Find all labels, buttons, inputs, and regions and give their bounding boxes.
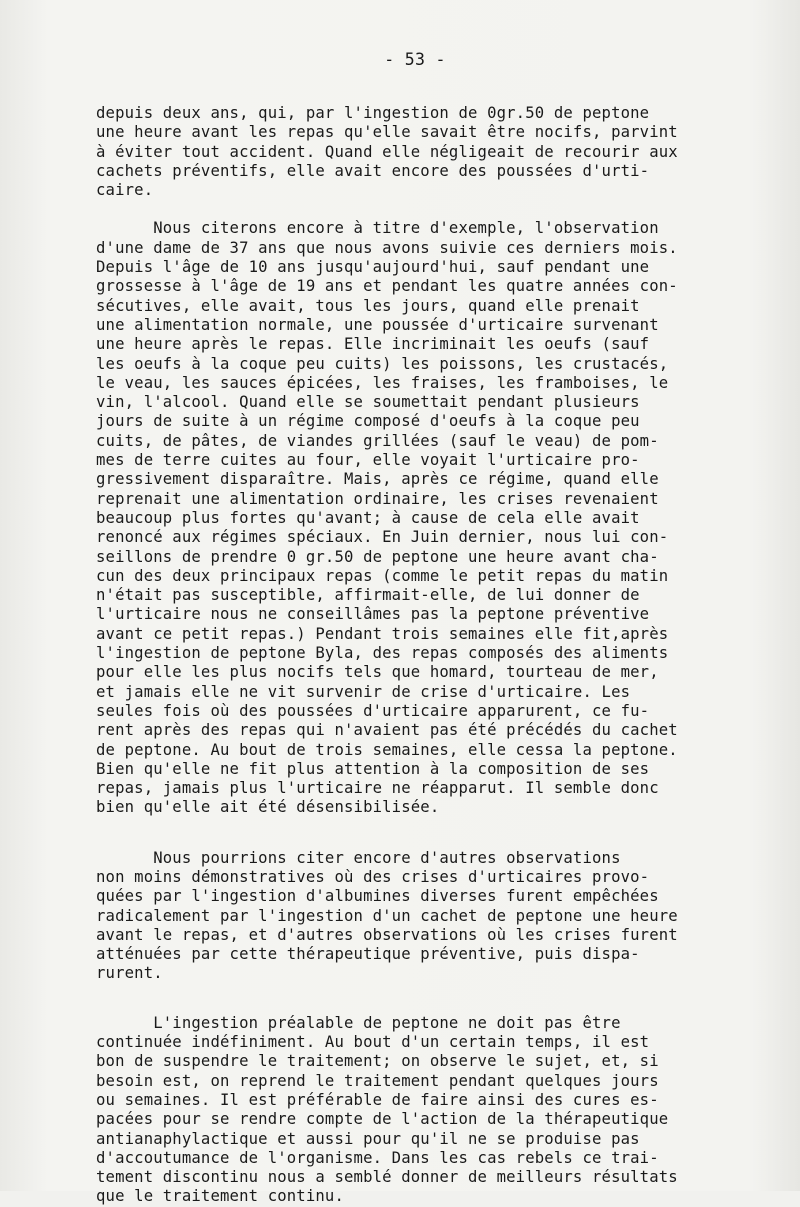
text-line: cun des deux principaux repas (comme le petit repas du matin <box>96 566 669 585</box>
text-line: le veau, les sauces épicées, les fraises, les framboises, le <box>96 373 669 392</box>
text-line: renoncé aux régimes spéciaux. En Juin dernier, nous lui con- <box>96 528 669 547</box>
text-line: Bien qu'elle ne fit plus attention à la composition de ses <box>96 759 650 778</box>
text-line: seules fois où des poussées d'urticaire apparurent, ce fu- <box>96 701 650 720</box>
text-line: d'accoutumance de l'organisme. Dans les cas rebels ce trai- <box>96 1148 659 1167</box>
text-line: cachets préventifs, elle avait encore des poussées d'urti- <box>96 161 650 180</box>
paragraph-3 <box>96 849 786 984</box>
text-line: gressivement disparaître. Mais, après ce régime, quand elle <box>96 470 659 489</box>
text-line: seillons de prendre 0 gr.50 de peptone une heure avant cha- <box>96 547 659 566</box>
paragraph-2 <box>96 219 786 817</box>
text-line: Depuis l'âge de 10 ans jusqu'aujourd'hui, sauf pendant une <box>96 258 650 277</box>
text-line: caire. <box>96 181 154 200</box>
text-line: de peptone. Au bout de trois semaines, elle cessa la peptone. <box>96 740 678 759</box>
text-line: rurent. <box>96 964 163 983</box>
text-line: depuis deux ans, qui, par l'ingestion de 0gr.50 de peptone <box>96 104 650 122</box>
text-line: jours de suite à un régime composé d'oeufs à la coque peu <box>96 412 640 431</box>
text-line: une heure après le repas. Elle incriminait les oeufs (sauf <box>96 335 650 354</box>
text-line: sécutives, elle avait, tous les jours, quand elle prenait <box>96 296 640 315</box>
text-line: beaucoup plus fortes qu'avant; à cause de cela elle avait <box>96 508 640 527</box>
text-line: L'ingestion préalable de peptone ne doit pas être <box>96 1013 621 1032</box>
text-line: quées par l'ingestion d'albumines diverses furent empêchées <box>96 887 659 906</box>
text-line: repas, jamais plus l'urticaire ne réapparut. Il semble donc <box>96 779 659 798</box>
text-line: pour elle les plus nocifs tels que homard, tourteau de mer, <box>96 663 659 682</box>
text-line: avant le repas, et d'autres observations où les crises furent <box>96 925 678 944</box>
text-line: une alimentation normale, une poussée d'urticaire survenant <box>96 315 659 334</box>
document-body <box>96 104 786 1207</box>
text-line: que le traitement continu. <box>96 1187 344 1206</box>
text-line: une heure avant les repas qu'elle savait être nocifs, parvint <box>96 123 678 142</box>
text-line: rent après des repas qui n'avaient pas été précédés du cachet <box>96 721 678 740</box>
text-line: tement discontinu nous a semblé donner de meilleurs résultats <box>96 1168 678 1187</box>
text-line: Nous citerons encore à titre d'exemple, l'observation <box>96 219 659 238</box>
paragraph-1 <box>96 104 786 200</box>
text-line: les oeufs à la coque peu cuits) les poissons, les crustacés, <box>96 354 669 373</box>
text-line: Nous pourrions citer encore d'autres observations <box>96 848 621 867</box>
paragraph-4 <box>96 1014 786 1207</box>
text-line: et jamais elle ne vit survenir de crise d'urticaire. Les <box>96 682 631 701</box>
text-line: antianaphylactique et aussi pour qu'il ne se produise pas <box>96 1129 640 1148</box>
text-line: bon de suspendre le traitement; on observe le sujet, et, si <box>96 1052 659 1071</box>
text-line: radicalement par l'ingestion d'un cachet de peptone une heure <box>96 906 678 925</box>
text-line: non moins démonstratives où des crises d'urticaires provo- <box>96 867 650 886</box>
text-line: cuits, de pâtes, de viandes grillées (sauf le veau) de pom- <box>96 431 659 450</box>
text-line: à éviter tout accident. Quand elle négligeait de recourir aux <box>96 142 678 161</box>
text-line: n'était pas susceptible, affirmait-elle, de lui donner de <box>96 586 640 605</box>
text-line: d'une dame de 37 ans que nous avons suivie ces derniers mois. <box>96 238 678 257</box>
text-line: vin, l'alcool. Quand elle se soumettait pendant plusieurs <box>96 393 640 412</box>
text-line: l'urticaire nous ne conseillâmes pas la peptone préventive <box>96 605 650 624</box>
text-line: grossesse à l'âge de 19 ans et pendant les quatre années con- <box>96 277 678 296</box>
text-line: avant ce petit repas.) Pendant trois semaines elle fit,après <box>96 624 669 643</box>
text-line: ou semaines. Il est préférable de faire ainsi des cures es- <box>96 1090 659 1109</box>
text-line: mes de terre cuites au four, elle voyait l'urticaire pro- <box>96 451 640 470</box>
text-line: atténuées par cette thérapeutique préventive, puis dispa- <box>96 945 640 964</box>
text-line: l'ingestion de peptone Byla, des repas composés des aliments <box>96 644 669 663</box>
text-line: bien qu'elle ait été désensibilisée. <box>96 798 440 817</box>
text-line: besoin est, on reprend le traitement pendant quelques jours <box>96 1071 659 1090</box>
text-line: reprenait une alimentation ordinaire, les crises revenaient <box>96 489 659 508</box>
text-line: pacées pour se rendre compte de l'action de la thérapeutique <box>96 1110 669 1129</box>
page-number: - 53 - <box>384 50 446 69</box>
text-line: continuée indéfiniment. Au bout d'un certain temps, il est <box>96 1033 650 1052</box>
